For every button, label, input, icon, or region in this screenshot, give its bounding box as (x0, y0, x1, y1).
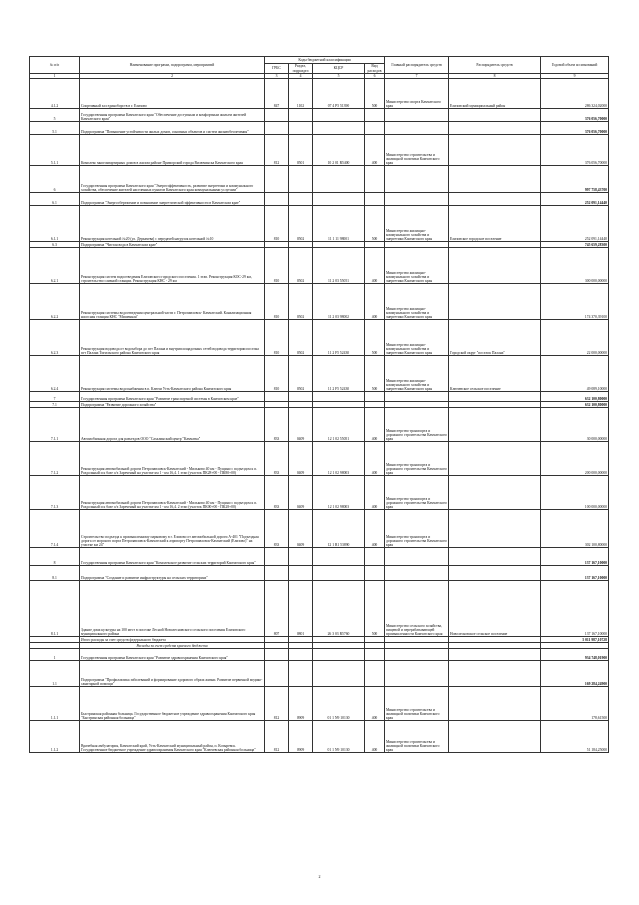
row-recipient (449, 284, 541, 320)
table-row (30, 548, 609, 566)
row-amount: 169 284,24900 (541, 661, 609, 687)
row-amount: 300 000,00000 (541, 248, 609, 284)
row-kcsr: 01 1 N9 10130 (313, 687, 365, 721)
row-grbs: 812 (265, 721, 289, 753)
row-section: 0409 (289, 442, 313, 476)
row-grbs: 810 (265, 206, 289, 242)
row-grbs: 833 (265, 408, 289, 442)
row-section: 0409 (289, 408, 313, 442)
row-main-admin (385, 392, 449, 402)
row-amount: 632 100,80000 (541, 402, 609, 408)
row-section (289, 122, 313, 135)
row-amount: 30 000,00000 (541, 408, 609, 442)
row-main-admin: Министерство транспорта и дорожного строительства Камчатского края (385, 408, 449, 442)
table-row (30, 79, 609, 109)
row-section (289, 566, 313, 581)
row-name: Итого расходы за счет средств федерального бюджета (80, 637, 265, 643)
row-kvr: 500 (365, 320, 385, 356)
row-grbs: 847 (265, 79, 289, 109)
row-number: 7.1 (30, 402, 80, 408)
row-number: 1 (30, 649, 80, 661)
row-name: Реконструкция автомобильной дороги Петропавловск-Камчатский - Мильково 40 км - Пущино с подъездом к п. Раздольный и к базе о/х Зареченый на участке км 1 - км 16,4. 1 этап (участок ПК28+00 - ПК80+00) (80, 442, 265, 476)
row-number: 8 (30, 548, 80, 566)
row-grbs: 810 (265, 284, 289, 320)
row-name: Реконструкция водовода от водозабора до пгт Палана и внутриплощадочных сетей водовода территории поселка пгт Палана Тигильского района Камчатского края (80, 320, 265, 356)
row-kvr: 500 (365, 206, 385, 242)
row-recipient (449, 135, 541, 166)
row-number: 7.1.1 (30, 408, 80, 442)
row-section: 0501 (289, 135, 313, 166)
header-section: Раздел, подраздел (289, 64, 313, 74)
row-amount: 137 167,10000 (541, 548, 609, 566)
row-name: Подпрограмма "Создание и развитие инфраструктуры на сельских территориях" (80, 566, 265, 581)
row-main-admin (385, 109, 449, 122)
row-kcsr (313, 166, 365, 193)
table-row (30, 649, 609, 661)
table-row (30, 510, 609, 548)
row-grbs (265, 566, 289, 581)
row-section: 0502 (289, 206, 313, 242)
row-main-admin: Министерство жилищно-коммунального хозяйства и энергетики Камчатского края (385, 320, 449, 356)
index-cell: 2 (80, 74, 265, 79)
row-amount: 178,61500 (541, 687, 609, 721)
row-main-admin: Министерство транспорта и дорожного строительства Камчатского края (385, 510, 449, 548)
row-grbs (265, 193, 289, 206)
row-recipient (449, 392, 541, 402)
table-row (30, 661, 609, 687)
row-amount: 200 000,00000 (541, 442, 609, 476)
row-section: 0502 (289, 284, 313, 320)
row-grbs: 833 (265, 442, 289, 476)
row-amount: 51 184,25000 (541, 721, 609, 753)
row-name: Строительство подъезда к промышленному парковому в г. Елизово от автомобильной дороги А-401 "Подъездная дорога от морского порта Петропавловск-Камчатский к аэропорту Петропавловск-Камчатский (Елизово)" на участке км 24" (80, 510, 265, 548)
row-number: 8.1.1 (30, 581, 80, 637)
row-amount: 934 748,01900 (541, 649, 609, 661)
row-recipient (449, 408, 541, 442)
table-row (30, 135, 609, 166)
row-name: Здание дома культуры на 100 мест в поселке Лесной Новолесновского сельского поселения Елизовского муниципального района (80, 581, 265, 637)
header-num: № п/п (30, 57, 80, 74)
row-section: 0502 (289, 320, 313, 356)
row-name: Подпрограмма "Повышение устойчивости жилых домов, основных объектов и систем жизнеобеспечения" (80, 122, 265, 135)
row-amount: 252 091,14440 (541, 206, 609, 242)
row-number: 1.1.1 (30, 687, 80, 721)
table-row (30, 442, 609, 476)
row-grbs: 810 (265, 356, 289, 392)
row-grbs (265, 166, 289, 193)
row-recipient: Новолесновское сельское поселение (449, 581, 541, 637)
index-cell: 9 (541, 74, 609, 79)
row-kcsr: 11 2 03 55051 (313, 248, 365, 284)
row-grbs: 810 (265, 248, 289, 284)
row-kvr: 500 (365, 581, 385, 637)
row-recipient (449, 166, 541, 193)
row-section (289, 193, 313, 206)
row-recipient: Елизовский муниципальный район (449, 79, 541, 109)
index-cell: 1 (30, 74, 80, 79)
row-number: 5.1 (30, 122, 80, 135)
row-grbs: 810 (265, 320, 289, 356)
row-section (289, 392, 313, 402)
table-row (30, 408, 609, 442)
row-kvr (365, 392, 385, 402)
row-recipient (449, 193, 541, 206)
row-recipient (449, 721, 541, 753)
row-name: Государственная программа Камчатского края "Энергоэффективность, развитие энергетики и коммунального хозяйства, обеспечение жителей населенных пунктов Камчатского края коммунальными услугами" (80, 166, 265, 193)
row-kcsr: 01 1 N9 10130 (313, 721, 365, 753)
row-recipient (449, 109, 541, 122)
row-name: Подпрограмма "Чистая вода в Камчатском крае" (80, 242, 265, 248)
row-section: 0502 (289, 248, 313, 284)
row-kcsr: 11 2 F5 52430 (313, 320, 365, 356)
row-kvr: 400 (365, 476, 385, 510)
row-main-admin: Министерство сельского хозяйства, пищевой и перерабатывающей промышленности Камчатского края (385, 581, 449, 637)
row-number: 6.3 (30, 242, 80, 248)
row-kvr (365, 649, 385, 661)
row-recipient: Городской округ "поселок Палана" (449, 320, 541, 356)
row-kcsr (313, 548, 365, 566)
row-kvr: 400 (365, 687, 385, 721)
row-amount: 632 100,80000 (541, 392, 609, 402)
row-section: 0909 (289, 721, 313, 753)
header-amount: Годовой объем ассигнований (541, 57, 609, 74)
row-kcsr (313, 649, 365, 661)
table-row (30, 193, 609, 206)
row-main-admin: Министерство строительства и жилищной политики Камчатского края (385, 135, 449, 166)
header-main-admin: Главный распорядитель средств (385, 57, 449, 74)
row-name: Подпрограмма "Профилактика заболеваний и формирование здорового образа жизни. Развитие первичной медико-санитарной помощи" (80, 661, 265, 687)
row-kvr: 500 (365, 79, 385, 109)
row-main-admin (385, 193, 449, 206)
row-section: 1102 (289, 79, 313, 109)
index-cell: 7 (385, 74, 449, 79)
row-recipient (449, 510, 541, 548)
row-amount: 174 370,39100 (541, 284, 609, 320)
header-name: Наименование программ, подпрограмм, мероприятий (80, 57, 265, 74)
row-amount: 376 056,70000 (541, 135, 609, 166)
table-row (30, 581, 609, 637)
row-name: Быстринская районная больница. Государственное бюджетное учреждение здравоохранения Камчатского края "Быстринская районная больница" (80, 687, 265, 721)
row-kcsr (313, 109, 365, 122)
row-number: 6.1 (30, 193, 80, 206)
row-kvr: 400 (365, 284, 385, 320)
row-amount: 137 167,10000 (541, 566, 609, 581)
row-recipient: Ключевское сельское поселение (449, 356, 541, 392)
row-name: Государственная программа Камчатского края "Развитие транспортной системы в Камчатском крае" (80, 392, 265, 402)
row-main-admin (385, 122, 449, 135)
row-kcsr: 11 1 11 98001 (313, 206, 365, 242)
table-row (30, 109, 609, 122)
row-kvr (365, 193, 385, 206)
row-number: 6.2.1 (30, 248, 80, 284)
row-kcsr: 12 1 R1 53890 (313, 510, 365, 548)
row-recipient (449, 687, 541, 721)
budget-table-container (29, 56, 608, 753)
row-grbs (265, 392, 289, 402)
table-row (30, 284, 609, 320)
row-main-admin: Министерство жилищно-коммунального хозяйства и энергетики Камчатского края (385, 206, 449, 242)
table-row (30, 476, 609, 510)
row-recipient (449, 548, 541, 566)
row-recipient (449, 442, 541, 476)
row-number: 8.1 (30, 566, 80, 581)
row-recipient (449, 122, 541, 135)
budget-table (29, 56, 609, 753)
row-kcsr (313, 566, 365, 581)
row-main-admin (385, 566, 449, 581)
row-name: Подпрограмма "Энергосбережение и повышение энергетической эффективности в Камчатском крае" (80, 193, 265, 206)
row-section: 0801 (289, 581, 313, 637)
row-main-admin: Министерство транспорта и дорожного строительства Камчатского края (385, 442, 449, 476)
row-number: 5.1.1 (30, 135, 80, 166)
row-kvr (365, 166, 385, 193)
row-number: 6.1.1 (30, 206, 80, 242)
row-grbs (265, 122, 289, 135)
row-amount: 376 056,70000 (541, 122, 609, 135)
row-amount: 137 167,10000 (541, 581, 609, 637)
row-kcsr (313, 661, 365, 687)
row-kvr: 400 (365, 510, 385, 548)
row-name: Подпрограмма "Развитие дорожного хозяйства" (80, 402, 265, 408)
row-main-admin: Министерство жилищно-коммунального хозяйства и энергетики Камчатского края (385, 356, 449, 392)
row-kvr: 400 (365, 721, 385, 753)
table-body (30, 79, 609, 753)
row-amount: 745 659,28300 (541, 242, 609, 248)
row-kcsr (313, 392, 365, 402)
row-amount: 286 324,02000 (541, 79, 609, 109)
row-number: 6.2.2 (30, 284, 80, 320)
index-cell: 4 (289, 74, 313, 79)
row-section (289, 548, 313, 566)
page-number: 2 (318, 874, 321, 879)
row-amount: 49 089,10000 (541, 356, 609, 392)
row-recipient: Елизовское городское поселение (449, 206, 541, 242)
row-name: Реконструкция котельной №20 (ул. Деркачева) с передачей нагрузок котельной №10 (80, 206, 265, 242)
row-kvr (365, 548, 385, 566)
table-header (30, 57, 609, 79)
row-amount: 100 000,00000 (541, 476, 609, 510)
row-number: 4.1.2 (30, 79, 80, 109)
row-kcsr: 10 2 01 R5400 (313, 135, 365, 166)
row-kvr: 400 (365, 248, 385, 284)
table-row (30, 392, 609, 402)
row-main-admin: Министерство жилищно-коммунального хозяйства и энергетики Камчатского края (385, 284, 449, 320)
header-kvr: Вид расходов (365, 64, 385, 74)
table-row (30, 356, 609, 392)
row-grbs: 807 (265, 581, 289, 637)
row-name: Спортивный зал единоборств в г. Елизово (80, 79, 265, 109)
row-main-admin (385, 649, 449, 661)
row-amount: 302 100,80000 (541, 510, 609, 548)
row-grbs (265, 109, 289, 122)
row-kvr (365, 661, 385, 687)
row-main-admin: Министерство спорта Камчатского края (385, 79, 449, 109)
row-kvr: 500 (365, 356, 385, 392)
row-kvr: 400 (365, 135, 385, 166)
row-recipient (449, 649, 541, 661)
row-number: 6.2.4 (30, 356, 80, 392)
table-row (30, 166, 609, 193)
row-main-admin: Министерство строительства и жилищной политики Камчатского края (385, 721, 449, 753)
row-kvr (365, 122, 385, 135)
table-row (30, 320, 609, 356)
row-grbs (265, 548, 289, 566)
index-cell: 6 (365, 74, 385, 79)
row-name: Врачебная амбулатория, Камчатский край, Усть-Камчатский муниципальный район, п. Козыревск. Государственное бюджетное учреждение здравоохранения Камчатского края "Ключевская районная больница" (80, 721, 265, 753)
row-recipient (449, 476, 541, 510)
row-kcsr: 11 2 F5 52430 (313, 356, 365, 392)
row-number: 7.1.3 (30, 476, 80, 510)
row-kcsr: 11 2 03 98002 (313, 284, 365, 320)
row-name: Реконструкция систем водоотведения Елизовского городского поселения. 1 этап. Реконструкция КОС-29 км, строительство сливной станции. Реконструкция КНС - 29 км (80, 248, 265, 284)
row-kcsr: 12 1 02 55051 (313, 408, 365, 442)
row-number: 1.1 (30, 661, 80, 687)
row-main-admin: Министерство жилищно-коммунального хозяйства и энергетики Камчатского края (385, 248, 449, 284)
row-name: Государственная программа Камчатского края "Развитие здравоохранения Камчатского края" (80, 649, 265, 661)
row-kcsr: 12 1 02 98003 (313, 442, 365, 476)
row-name: Реконструкция автомобильной дороги Петропавловск-Камчатский - Мильково 40 км - Пущино с подъездом к п. Раздольный и к базе о/х Зареченый на участке км 1 - км 16,4. 2 этап (участок ПК00+00 - ПК28+00) (80, 476, 265, 510)
row-kcsr (313, 122, 365, 135)
row-amount: 376 056,70000 (541, 109, 609, 122)
row-section: 0409 (289, 510, 313, 548)
row-main-admin: Министерство строительства и жилищной политики Камчатского края (385, 687, 449, 721)
header-recipient: Распорядитель средств (449, 57, 541, 74)
table-row (30, 687, 609, 721)
header-grbs: ГРБС (265, 64, 289, 74)
row-name: Реконструкция системы водоснабжения в п. Ключи Усть-Камчатского района Камчатского края (80, 356, 265, 392)
row-section (289, 109, 313, 122)
table-row (30, 206, 609, 242)
row-kvr (365, 566, 385, 581)
row-kcsr: 12 1 02 98003 (313, 476, 365, 510)
row-grbs: 833 (265, 476, 289, 510)
row-grbs (265, 661, 289, 687)
row-recipient (449, 661, 541, 687)
row-section (289, 166, 313, 193)
table-row (30, 721, 609, 753)
row-kcsr: 26 3 03 R5760 (313, 581, 365, 637)
row-name: Расходы за счет средств краевого бюджета (80, 643, 265, 649)
index-cell: 8 (449, 74, 541, 79)
row-section (289, 661, 313, 687)
header-codes-group: Коды бюджетной классификации (265, 57, 385, 64)
row-number: 5 (30, 109, 80, 122)
row-number: 7 (30, 392, 80, 402)
table-row (30, 122, 609, 135)
row-grbs (265, 649, 289, 661)
index-cell: 5 (313, 74, 365, 79)
row-kcsr: 07 4 P5 51390 (313, 79, 365, 109)
row-grbs: 833 (265, 510, 289, 548)
row-kvr: 400 (365, 442, 385, 476)
row-number: 1.1.2 (30, 721, 80, 753)
row-kvr: 400 (365, 408, 385, 442)
row-name: Автомобильная дорога для разъездов ООО "Сахалинский центр "Камчатка" (80, 408, 265, 442)
row-section: 0409 (289, 476, 313, 510)
row-grbs: 812 (265, 135, 289, 166)
row-main-admin: Министерство транспорта и дорожного строительства Камчатского края (385, 476, 449, 510)
row-amount: 5 011 987,10728 (541, 637, 609, 643)
row-number: 7.1.2 (30, 442, 80, 476)
row-main-admin (385, 166, 449, 193)
row-kcsr (313, 193, 365, 206)
table-row (30, 248, 609, 284)
row-grbs: 812 (265, 687, 289, 721)
row-amount: 22 000,00000 (541, 320, 609, 356)
row-recipient (449, 248, 541, 284)
row-section: 0502 (289, 356, 313, 392)
row-name: Государственная программа Камчатского края "Комплексное развитие сельских территорий Камчатского края" (80, 548, 265, 566)
table-row (30, 566, 609, 581)
row-recipient (449, 566, 541, 581)
row-amount: 997 758,43700 (541, 166, 609, 193)
row-number: 6 (30, 166, 80, 193)
index-cell: 3 (265, 74, 289, 79)
row-number: 7.1.4 (30, 510, 80, 548)
row-section (289, 649, 313, 661)
row-main-admin (385, 661, 449, 687)
row-name: Реконструкция системы водоотведения центральной части г. Петропавловск- Камчатский. Канализационная насосная станция КНС "Мишенная" (80, 284, 265, 320)
row-name: Государственная программа Камчатского края "Обеспечение доступным и комфортным жильем жителей Камчатского края" (80, 109, 265, 122)
row-name: Комплекс многоквартирных домов в жилом районе Приморский города Вилючинска Камчатского края (80, 135, 265, 166)
row-number: 6.2.3 (30, 320, 80, 356)
row-amount: 252 091,14440 (541, 193, 609, 206)
row-kvr (365, 109, 385, 122)
row-main-admin (385, 548, 449, 566)
row-section: 0909 (289, 687, 313, 721)
header-kcsr: КЦСР (313, 64, 365, 74)
